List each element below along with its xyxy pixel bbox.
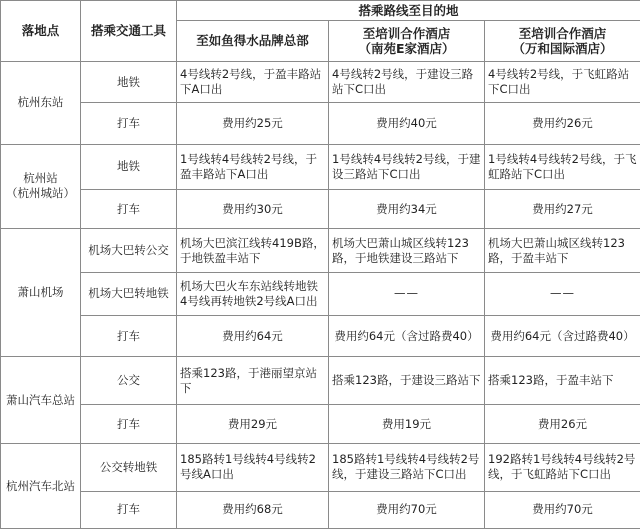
- transport-cell: 机场大巴转地铁: [81, 272, 177, 315]
- table-row: [1, 61, 640, 102]
- header-dest-hotel-nanyuan: 至培训合作酒店 （南苑E家酒店）: [329, 20, 485, 61]
- route-cell: 1号线转4号线转2号线，于盈丰路站下A口出: [177, 144, 329, 189]
- table-row: [1, 190, 640, 229]
- transport-cell: 打车: [81, 190, 177, 229]
- origin-hangzhou-north-bus-station: 杭州汽车北站: [1, 444, 81, 529]
- header-origin: 落地点: [1, 1, 81, 62]
- table-row: [1, 316, 640, 357]
- transport-cell: 公交: [81, 357, 177, 405]
- transport-cell: 打车: [81, 404, 177, 443]
- fare-cell: 费用约68元: [177, 491, 329, 528]
- fare-cell: 费用19元: [329, 404, 485, 443]
- table-row: [1, 444, 640, 492]
- fare-cell: 费用26元: [485, 404, 640, 443]
- fare-cell: 费用约27元: [485, 190, 640, 229]
- route-cell: 1号线转4号线转2号线，于飞虹路站下C口出: [485, 144, 640, 189]
- route-cell: 搭乘123路，于建设三路站下: [329, 357, 485, 405]
- route-cell: 搭乘123路，于港丽望京站下: [177, 357, 329, 405]
- fare-cell: 费用约34元: [329, 190, 485, 229]
- fare-cell: 费用约70元: [329, 491, 485, 528]
- route-cell: 4号线转2号线，于盈丰路站下A口出: [177, 61, 329, 102]
- route-cell: 192路转1号线转4号线转2号线，于飞虹路站下C口出: [485, 444, 640, 492]
- route-cell: 185路转1号线转4号线转2号线，于建设三路站下C口出: [329, 444, 485, 492]
- fare-cell: 费用约40元: [329, 103, 485, 144]
- route-cell-empty: ——: [329, 272, 485, 315]
- route-cell: 机场大巴火车东站线转地铁4号线再转地铁2号线A口出: [177, 272, 329, 315]
- table-row: [1, 144, 640, 189]
- header-dest-hq: 至如鱼得水品牌总部: [177, 20, 329, 61]
- route-cell: 4号线转2号线，于建设三路站下C口出: [329, 61, 485, 102]
- table-row: [1, 103, 640, 144]
- fare-cell: 费用约64元（含过路费40）: [329, 316, 485, 357]
- route-cell-empty: ——: [485, 272, 640, 315]
- origin-xiaoshan-bus-station: 萧山汽车总站: [1, 357, 81, 444]
- fare-cell: 费用约26元: [485, 103, 640, 144]
- header-transport: 搭乘交通工具: [81, 1, 177, 62]
- header-route-group: 搭乘路线至目的地: [177, 1, 640, 21]
- route-cell: 机场大巴滨江线转419B路，于地铁盈丰站下: [177, 229, 329, 272]
- fare-cell: 费用约30元: [177, 190, 329, 229]
- route-cell: 机场大巴萧山城区线转123路，于盈丰站下: [485, 229, 640, 272]
- origin-hangzhou-station: 杭州站 （杭州城站）: [1, 144, 81, 229]
- table-row: [1, 357, 640, 405]
- transport-cell: 打车: [81, 491, 177, 528]
- origin-xiaoshan-airport: 萧山机场: [1, 229, 81, 357]
- fare-cell: 费用29元: [177, 404, 329, 443]
- transport-cell: 地铁: [81, 61, 177, 102]
- fare-cell: 费用约64元: [177, 316, 329, 357]
- transport-cell: 公交转地铁: [81, 444, 177, 492]
- route-cell: 4号线转2号线，于飞虹路站下C口出: [485, 61, 640, 102]
- fare-cell: 费用约70元: [485, 491, 640, 528]
- table-row: [1, 272, 640, 315]
- fare-cell: 费用约64元（含过路费40）: [485, 316, 640, 357]
- header-dest-hotel-wanhe: 至培训合作酒店 （万和国际酒店）: [485, 20, 640, 61]
- origin-hangzhou-east: 杭州东站: [1, 61, 81, 144]
- transport-cell: 打车: [81, 103, 177, 144]
- route-cell: 搭乘123路，于盈丰站下: [485, 357, 640, 405]
- table-row: [1, 229, 640, 272]
- transport-cell: 地铁: [81, 144, 177, 189]
- transport-cell: 打车: [81, 316, 177, 357]
- transport-cell: 机场大巴转公交: [81, 229, 177, 272]
- table-row: [1, 491, 640, 528]
- table-row: [1, 404, 640, 443]
- fare-cell: 费用约25元: [177, 103, 329, 144]
- route-cell: 机场大巴萧山城区线转123路，于地铁建设三路站下: [329, 229, 485, 272]
- route-cell: 1号线转4号线转2号线，于建设三路站下C口出: [329, 144, 485, 189]
- route-cell: 185路转1号线转4号线转2号线A口出: [177, 444, 329, 492]
